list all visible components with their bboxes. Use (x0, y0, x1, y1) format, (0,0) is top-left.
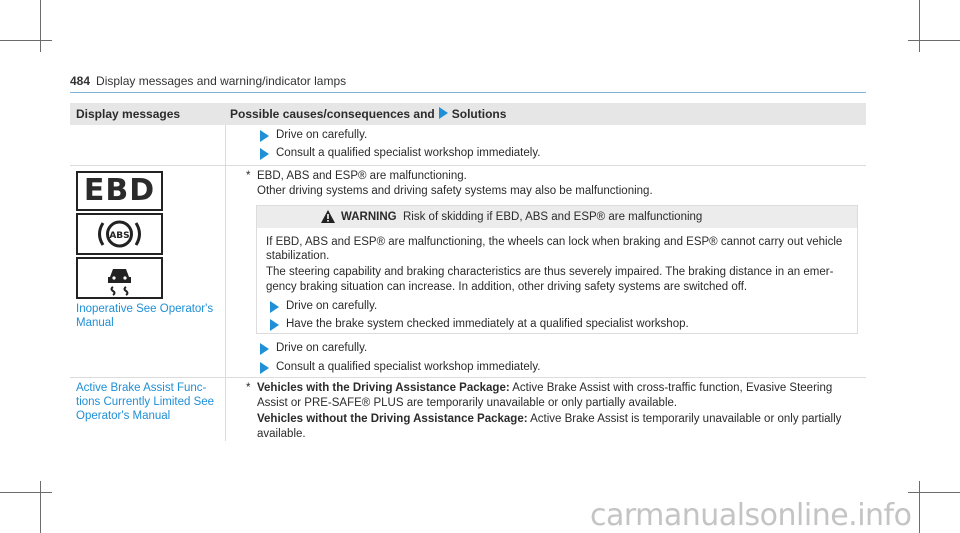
play-arrow-icon (260, 343, 269, 355)
column-divider (225, 125, 226, 441)
col-header-causes-text: Possible causes/consequences and (230, 107, 435, 121)
abs-symbol-svg (78, 215, 161, 253)
crop-mark (908, 492, 960, 493)
ebd-icon-text: EBD (83, 173, 156, 208)
message-inoperative: Inoperative See Operator's (76, 303, 214, 315)
play-arrow-icon (270, 301, 279, 313)
step-text: Drive on carefully. (276, 129, 368, 141)
play-arrow-icon (260, 362, 269, 374)
ebd-icon (76, 171, 163, 211)
crop-mark (40, 0, 41, 52)
warning-box (256, 205, 858, 334)
esp-car-svg (78, 259, 161, 297)
cause-text-part: Active Brake Assist with cross-traffic function, Evasive Steering (509, 382, 833, 394)
abs-icon-text: ABS (109, 231, 130, 241)
play-arrow-icon (260, 130, 269, 142)
message-inoperative: Manual (76, 317, 114, 329)
header-rule (70, 92, 866, 93)
warning-header (257, 206, 857, 228)
warning-body-line: The steering capability and braking characteristics are thus severely impaired. The braking distance in an emer- (266, 266, 834, 278)
abs-warning-icon (76, 213, 163, 255)
cause-text: EBD, ABS and ESP® are malfunctioning. (257, 170, 467, 182)
esp-skid-icon (76, 257, 163, 299)
cause-text-part: Active Brake Assist is temporarily unavailable or only partially (527, 413, 842, 425)
warning-label: WARNING (341, 211, 397, 223)
page-title: Display messages and warning/indicator lamps (96, 74, 347, 88)
cause-text: Assist or PRE-SAFE® PLUS are temporarily unavailable or only partially available. (257, 397, 678, 409)
warning-body-line: stabilization. (266, 250, 330, 262)
play-arrow-icon (260, 148, 269, 160)
message-active-brake-assist: Operator's Manual (76, 410, 171, 422)
bold-label: Vehicles with the Driving Assistance Package: (257, 382, 510, 394)
warning-body-line: If EBD, ABS and ESP® are malfunctioning, the wheels can lock when braking and ESP® cannot carry out vehicle (266, 236, 843, 248)
step-text: Have the brake system checked immediately at a qualified specialist workshop. (286, 318, 689, 330)
cause-text: available. (257, 428, 306, 440)
play-arrow-icon (270, 319, 279, 331)
step-text: Drive on carefully. (276, 342, 368, 354)
step-text: Consult a qualified specialist workshop immediately. (276, 361, 541, 373)
crop-mark (919, 0, 920, 52)
play-arrow-icon (439, 107, 448, 119)
col-header-causes (230, 107, 506, 121)
col-header-solutions-text: Solutions (451, 107, 507, 121)
warning-triangle-icon (321, 210, 335, 223)
bold-label: Vehicles without the Driving Assistance Package: (257, 413, 528, 425)
crop-mark (919, 481, 920, 533)
crop-mark (0, 40, 52, 41)
warning-title: Risk of skidding if EBD, ABS and ESP® are malfunctioning (403, 211, 703, 223)
table-header (70, 103, 866, 125)
asterisk: * (246, 170, 251, 182)
col-header-messages: Display messages (76, 107, 181, 121)
consequence-text: Other driving systems and driving safety systems may also be malfunctioning. (257, 185, 653, 197)
message-active-brake-assist: Active Brake Assist Func- (76, 382, 207, 394)
crop-mark (40, 481, 41, 533)
row-divider (70, 165, 866, 166)
crop-mark (0, 492, 52, 493)
row-divider (70, 377, 866, 378)
step-text: Drive on carefully. (286, 300, 378, 312)
crop-mark (908, 40, 960, 41)
page-header (70, 74, 346, 88)
cause-text (257, 381, 832, 396)
page-number: 484 (70, 74, 91, 88)
warning-body-line: gency braking situation can increase. In addition, other driving safety systems are switched off. (266, 281, 748, 293)
asterisk: * (246, 382, 251, 394)
cause-text (257, 412, 841, 427)
display-messages-table (70, 103, 866, 441)
watermark: carmanualsonline.info (590, 498, 912, 533)
message-active-brake-assist: tions Currently Limited See (76, 396, 215, 408)
step-text: Consult a qualified specialist workshop immediately. (276, 147, 541, 159)
